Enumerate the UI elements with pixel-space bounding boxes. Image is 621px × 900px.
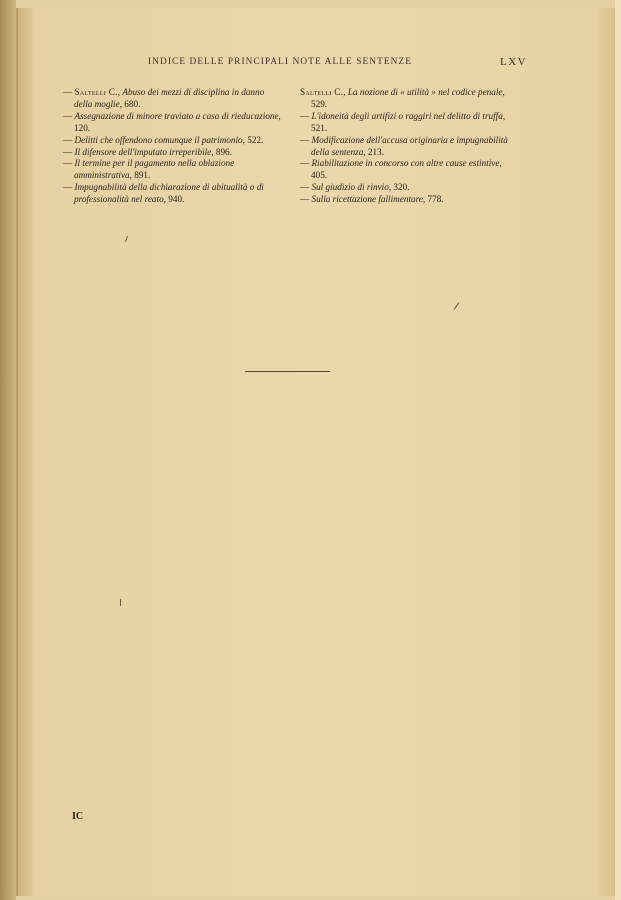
entry-dash: — [300, 182, 312, 193]
section-divider-rule [245, 371, 330, 372]
entry-dash: — [300, 158, 312, 169]
index-column-right [300, 87, 520, 206]
index-entry [300, 111, 520, 135]
entry-title: La nozione di « utilità » nel codice penale [347, 87, 503, 97]
entry-dash: — [63, 87, 75, 97]
index-entry [63, 87, 283, 111]
entry-dash: — [63, 158, 75, 169]
entry-page-ref: , 320. [388, 182, 410, 193]
paper-speck [120, 599, 121, 606]
entry-dash: — [63, 110, 75, 121]
entry-dash: — [63, 134, 75, 145]
running-title: INDICE DELLE PRINCIPALI NOTE ALLE SENTENZE [148, 57, 413, 67]
entry-dash: — [300, 194, 312, 205]
entry-separator: , [343, 87, 348, 97]
entry-title: Riabilitazione in concorso con altre cause estintive [311, 158, 500, 169]
index-entry [300, 194, 520, 206]
entry-title: Sul giudizio di rinvio [311, 182, 389, 193]
entry-separator: , [117, 87, 123, 97]
entry-page-ref: , 680. [119, 98, 141, 109]
entry-page-ref: , 213. [363, 146, 384, 157]
entry-dash: — [300, 134, 312, 145]
entry-page-ref: , 521. [311, 110, 506, 133]
index-entry [63, 158, 283, 182]
entry-page-ref: , 405. [311, 158, 502, 181]
entry-title: Modificazione dell'accusa originaria e impugnabilità della sentenza [311, 134, 508, 157]
entry-page-ref: , 522. [242, 134, 264, 145]
entry-dash: — [63, 182, 75, 193]
entry-page-ref: , 120. [74, 110, 281, 133]
entry-title: L'idoneità degli artifizi o raggiri nel delitto di truffa [311, 110, 503, 121]
entry-page-ref: , 529. [311, 87, 505, 109]
index-entry [63, 182, 283, 206]
page-edge [615, 0, 621, 900]
entry-title: Il difensore dell'imputato irreperibile [74, 146, 212, 157]
entry-title: Assegnazione di minore traviato a casa di rieducazione [74, 110, 279, 121]
entry-title: Impugnabilità della dichiarazione di abitualità o di professionalità nel reato [74, 182, 264, 205]
book-gutter-shadow [0, 0, 16, 900]
entry-author: Saltelli C. [74, 87, 118, 97]
entry-page-ref: , 940. [163, 194, 185, 205]
index-entry [300, 87, 520, 111]
entry-title: Abuso dei mezzi di disciplina in danno della moglie [74, 87, 265, 109]
index-entry [63, 135, 283, 147]
index-entry [63, 147, 283, 159]
entry-title: Sulla ricettazione fallimentare [311, 194, 423, 205]
index-entry [63, 111, 283, 135]
entry-title: Delitti che offendono comunque il patrimonio [74, 134, 243, 145]
entry-dash: — [63, 146, 75, 157]
index-column-left [63, 87, 283, 206]
index-entry [300, 158, 520, 182]
entry-title: Il termine per il pagamento nella oblazione amministrativa [74, 158, 235, 181]
entry-dash: — [300, 110, 312, 121]
signature-mark: IC [72, 811, 84, 822]
page-number: LXV [500, 56, 528, 68]
entry-page-ref: , 896. [211, 146, 232, 157]
entry-author: Saltelli C. [300, 87, 344, 97]
index-entry [300, 182, 520, 194]
entry-page-ref: , 891. [129, 170, 151, 181]
entry-page-ref: , 778. [422, 194, 444, 205]
index-entry [300, 135, 520, 159]
